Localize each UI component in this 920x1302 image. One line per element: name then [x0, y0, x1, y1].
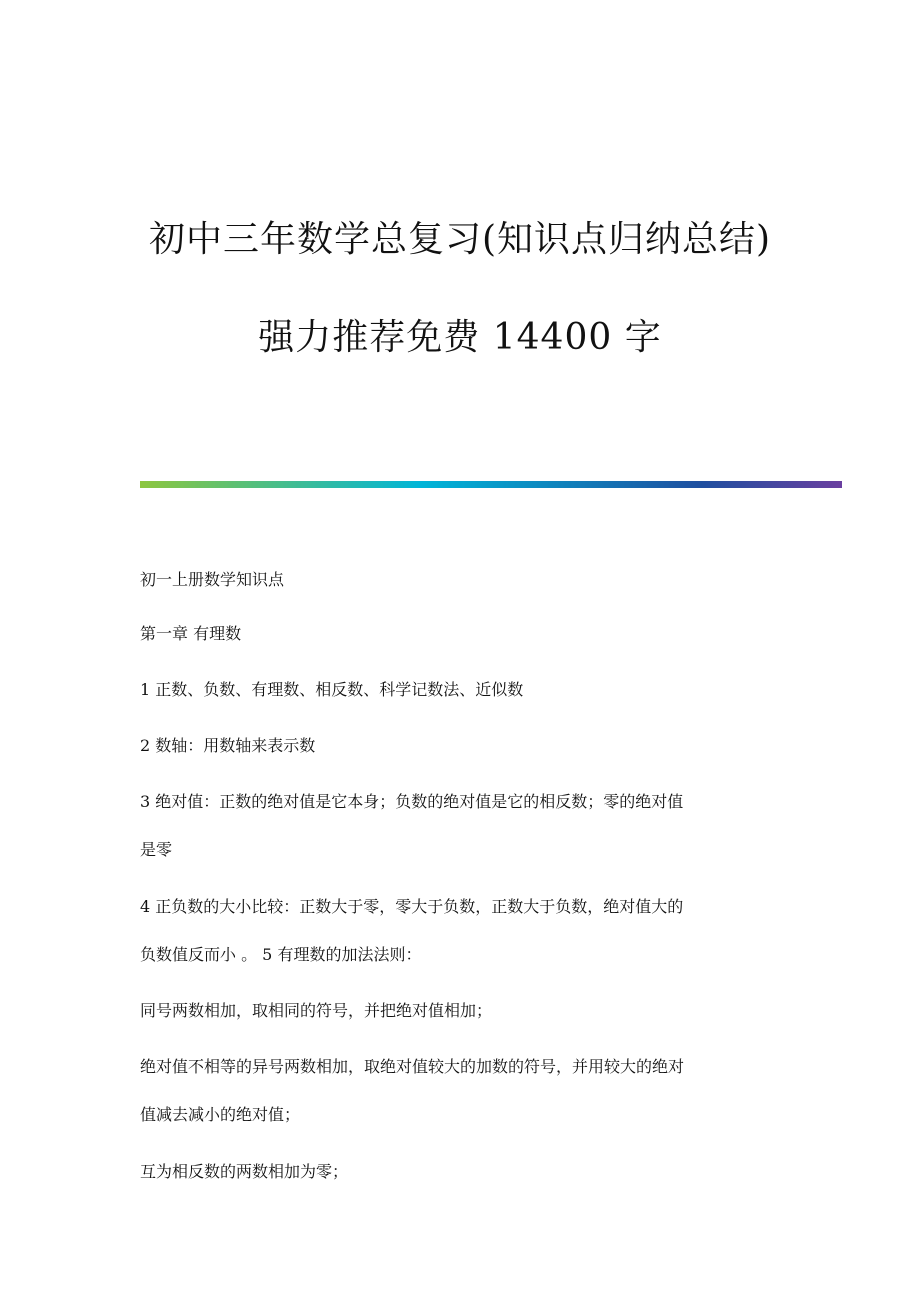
- document-title-line-1: 初中三年数学总复习(知识点归纳总结): [148, 219, 772, 260]
- content-line: 第一章 有理数: [140, 624, 242, 643]
- content-line: 负数值反而小 。 5 有理数的加法法则：: [140, 945, 422, 964]
- content-line: 值减去减小的绝对值；: [140, 1105, 301, 1124]
- content-line: 互为相反数的两数相加为零；: [140, 1162, 349, 1181]
- content-line: 1 正数、负数、有理数、相反数、科学记数法、近似数: [140, 680, 524, 699]
- content-line: 初一上册数学知识点: [140, 570, 285, 589]
- title-divider: [140, 481, 842, 488]
- content-line: 是零: [140, 840, 173, 859]
- content-line: 绝对值不相等的异号两数相加，取绝对值较大的加数的符号，并用较大的绝对: [140, 1057, 685, 1076]
- content-line: 2 数轴：用数轴来表示数: [140, 736, 316, 755]
- document-title-line-2: 强力推荐免费 14400 字: [258, 317, 662, 358]
- content-line: 4 正负数的大小比较：正数大于零，零大于负数，正数大于负数，绝对值大的: [140, 897, 684, 916]
- content-line: 3 绝对值：正数的绝对值是它本身；负数的绝对值是它的相反数；零的绝对值: [140, 792, 684, 811]
- content-line: 同号两数相加，取相同的符号，并把绝对值相加；: [140, 1001, 493, 1020]
